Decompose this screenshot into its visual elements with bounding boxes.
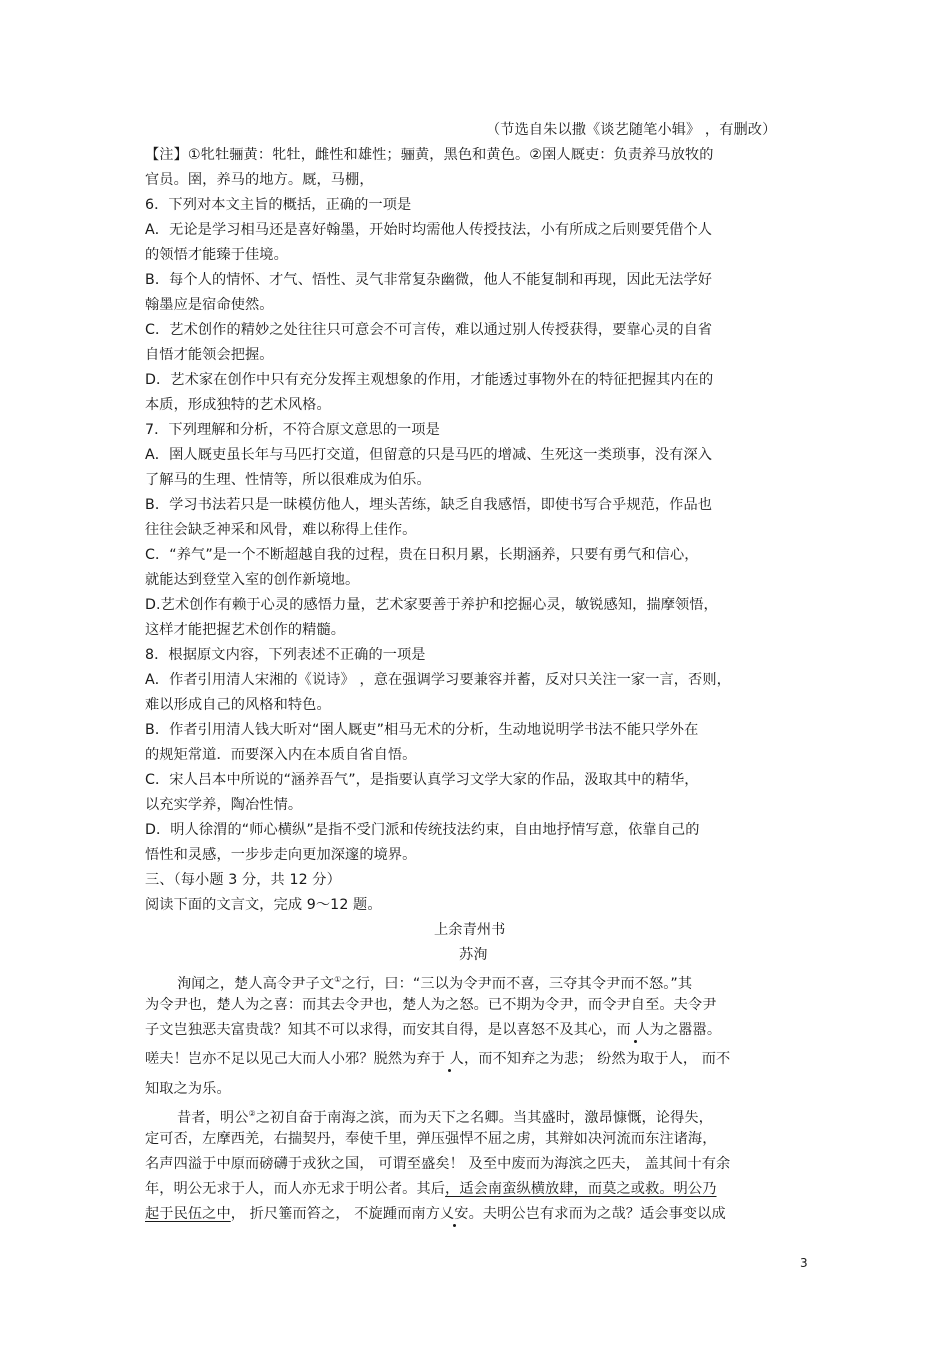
text-run: 年，明公无求于人，而人亦无求于明公者。其后 xyxy=(145,1181,446,1197)
q6-option-a-line-1: A．无论是学习相马还是喜好翰墨，开始时均需他人传授技法，小有所成之后则要凭借个人 xyxy=(145,222,713,238)
passage-p1-line-4 xyxy=(145,1050,730,1068)
q8-option-c-line-1: C．宋人吕本中所说的“涵养吾气”，是指要认真学习文学大家的作品，汲取其中的精华， xyxy=(145,772,699,788)
q8-option-c-line-2: 以充实学养，陶冶性情。 xyxy=(145,797,303,813)
q8-option-a-line-2: 难以形成自己的风格和特色。 xyxy=(145,697,331,713)
q7-option-c-line-2: 就能达到登堂入室的创作新境地。 xyxy=(145,572,360,588)
note-line-1: 【注】①牝牡骊黄：牝牡，雌性和雄性；骊黄，黑色和黄色。②圉人厩吏：负责养马放牧的 xyxy=(145,147,714,163)
passage-p2-line-5 xyxy=(145,1205,726,1223)
q6-option-b-line-1: B．每个人的情怀、才气、悟性、灵气非常复杂幽微，他人不能复制和再现，因此无法学好 xyxy=(145,272,713,288)
q6-option-d-line-1: D．艺术家在创作中只有充分发挥主观想象的作用，才能透过事物外在的特征把握其内在的 xyxy=(145,372,714,388)
q7-option-a-line-1: A．圉人厩吏虽长年与马匹打交道，但留意的只是马匹的增减、生死这一类琐事，没有深入 xyxy=(145,447,713,463)
q6-option-c-line-1: C．艺术创作的精妙之处往往只可意会不可言传，难以通过别人传授获得，要靠心灵的自省 xyxy=(145,322,713,338)
text-run: ， 折尺箠而笞之， 不旋踵而南方乂 xyxy=(230,1206,455,1222)
q8-option-d-line-1: D．明人徐渭的“师心横纵”是指不受门派和传统技法约束，自由地抒情写意，依靠自己的 xyxy=(145,822,700,838)
footnote-marker-2: ② xyxy=(248,1109,256,1118)
q6-option-a-line-2: 的领悟才能臻于佳境。 xyxy=(145,247,288,263)
passage-p2-line-1 xyxy=(177,1105,713,1127)
text-run: 安。夫明公岂有求而为之哉？适会事变以成 xyxy=(454,1206,726,1222)
q8-option-a-line-1: A．作者引用清人宋湘的《说诗》 ，意在强调学习要兼容并蓄，反对只关注一家一言，否则， xyxy=(145,672,731,688)
q6-option-b-line-2: 翰墨应是宿命使然。 xyxy=(145,297,274,313)
passage-p2-line-3: 名声四溢于中原而磅礴于戎狄之国， 可谓至盛矣！ 及至中废而为海滨之匹夫， 盖其间十有余 xyxy=(145,1156,731,1172)
page-number: 3 xyxy=(800,1256,808,1270)
text-run: 嗟夫！岂亦不足以见己大而人小邪？脱然为弃于 xyxy=(145,1051,450,1067)
underlined-text: ，适会南蛮纵横放肆，而莫之或救。明公乃 xyxy=(445,1181,717,1197)
passage-p1-line-2: 为令尹也，楚人为之喜：而其去令尹也，楚人为之怒。已不期为令尹，而令尹自至。夫令尹 xyxy=(145,997,717,1013)
text-run: 人，而不知弃之为悲； 纷然为取于人， 而不 xyxy=(449,1051,731,1067)
q8-option-b-line-1: B．作者引用清人钱大昕对“圉人厩吏”相马无术的分析，生动地说明学书法不能只学外在 xyxy=(145,722,699,738)
note-line-2: 官员。圉，养马的地方。厩，马棚， xyxy=(145,172,374,188)
passage-p1-line-3 xyxy=(145,1021,721,1039)
q7-stem: 7．下列理解和分析，不符合原文意思的一项是 xyxy=(145,422,440,438)
q7-option-a-line-2: 了解马的生理、性情等，所以很难成为伯乐。 xyxy=(145,472,431,488)
passage-p1-line-5: 知取之为乐。 xyxy=(145,1081,231,1097)
source-citation: （节选自朱以撒《谈艺随笔小辑》 ，有删改） xyxy=(486,122,777,138)
text-run: 之初自奋于南海之滨，而为天下之名卿。当其盛时，激昂慷慨，论得失， xyxy=(255,1110,713,1126)
q7-option-c-line-1: C．“养气”是一个不断超越自我的过程，贵在日积月累，长期涵养，只要有勇气和信心， xyxy=(145,547,699,563)
footnote-marker-1: ① xyxy=(334,975,342,984)
q6-option-c-line-2: 自悟才能领会把握。 xyxy=(145,347,274,363)
passage-p1-line-1 xyxy=(177,971,692,993)
passage-author: 苏洵 xyxy=(459,947,488,963)
passage-p2-line-4 xyxy=(145,1180,717,1198)
q7-option-d-line-1: D.艺术创作有赖于心灵的感悟力量，艺术家要善于养护和挖掘心灵，敏锐感知，揣摩领悟， xyxy=(145,597,718,613)
q7-option-b-line-1: B．学习书法若只是一昧模仿他人，埋头苦练，缺乏自我感悟，即使书写合乎规范，作品也 xyxy=(145,497,713,513)
section-header: 三、（每小题 3 分，共 12 分） xyxy=(145,872,341,888)
q8-option-d-line-2: 悟性和灵感，一步步走向更加深邃的境界。 xyxy=(145,847,417,863)
q7-option-d-line-2: 这样才能把握艺术创作的精髓。 xyxy=(145,622,346,638)
q7-option-b-line-2: 往往会缺乏神采和风骨，难以称得上佳作。 xyxy=(145,522,417,538)
text-run: 人为之嚣嚣。 xyxy=(635,1022,722,1038)
text-run: 昔者，明公 xyxy=(177,1110,249,1126)
section-instruction: 阅读下面的文言文，完成 9～12 题。 xyxy=(145,897,382,913)
q6-stem: 6．下列对本文主旨的概括，正确的一项是 xyxy=(145,197,412,213)
passage-title: 上余青州书 xyxy=(434,922,506,938)
text-run: 之行，曰：“三以为令尹而不喜，三夺其令尹而不怒。”其 xyxy=(341,976,693,992)
passage-p2-line-2: 定可否，左摩西羌，右揣契丹，奉使千里，弹压强悍不屈之虏，其辩如决河流而东注诸海， xyxy=(145,1131,717,1147)
text-run: 洵闻之，楚人高令尹子文 xyxy=(177,976,335,992)
q6-option-d-line-2: 本质，形成独特的艺术风格。 xyxy=(145,397,331,413)
q8-option-b-line-2: 的规矩常道．而要深入内在本质自省自悟。 xyxy=(145,747,417,763)
text-run: 子文岂独恶夫富贵哉？知其不可以求得，而安其自得，是以喜怒不及其心，而 xyxy=(145,1022,636,1038)
q8-stem: 8．根据原文内容，下列表述不正确的一项是 xyxy=(145,647,426,663)
underlined-text: 起于民伍之中 xyxy=(145,1206,231,1222)
